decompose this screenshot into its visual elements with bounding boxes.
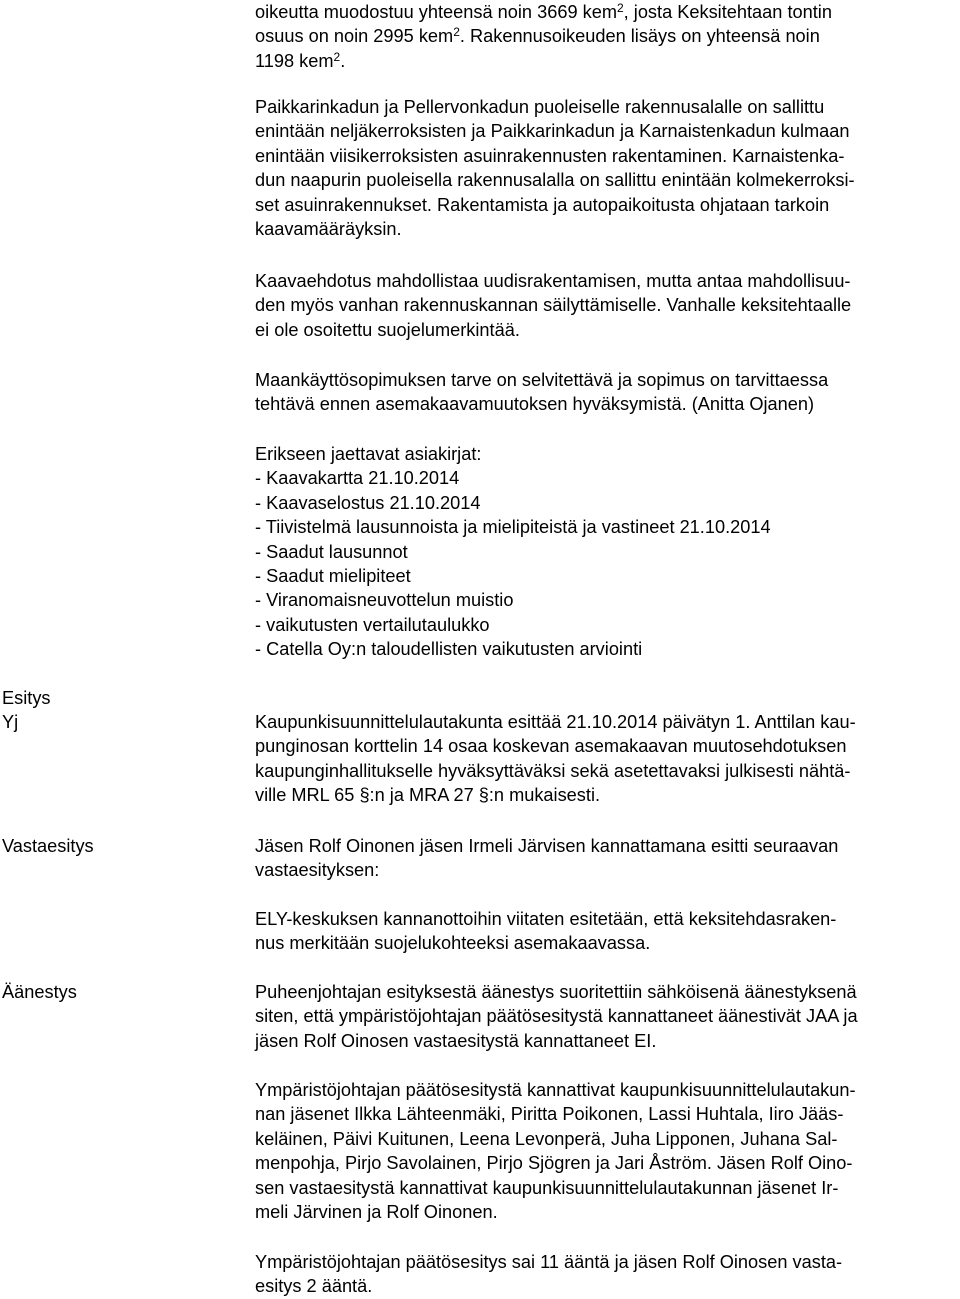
text-line: tehtävä ennen asemakaavamuutoksen hyväksymistä. (Anitta Ojanen) [255,394,815,415]
text-line: punginosan korttelin 14 osaa koskevan asemakaavan muutosehdotuksen [255,736,847,757]
section-label: Vastaesitys [2,836,94,856]
text-line: Kaavaehdotus mahdollistaa uudisrakentamisen, mutta antaa mahdollisuu- [255,271,851,291]
text-line: Kaupunkisuunnittelulautakunta esittää 21.10.2014 päivätyn 1. Anttilan kau- [255,712,856,732]
paragraph-plan-proposal [255,269,955,342]
text-line: meli Järvinen ja Rolf Oinonen. [255,1202,498,1223]
list-item: - Saadut lausunnot [255,541,408,562]
text-line: den myös vanhan rakennuskannan säilyttämiselle. Vanhalle keksitehtaalle [255,295,852,316]
text-line: enintään neljäkerroksisten ja Paikkarinkadun ja Karnaistenkadun kulmaan [255,121,850,142]
list-item: - vaikutusten vertailutaulukko [255,614,490,635]
aanestys-votes-detail [255,1078,955,1224]
vastaesitys-proposal [255,907,955,956]
list-item: - Kaavakartta 21.10.2014 [255,468,460,489]
text-line: Jäsen Rolf Oinonen jäsen Irmeli Järvisen kannattamana esitti seuraavan [255,836,839,856]
paragraph-land-use-agreement [255,368,955,417]
paragraph-building-rights [255,95,955,241]
section-label-esitys [2,686,51,735]
text-line: Ympäristöjohtajan päätösesitystä kannattivat kaupunkisuunnittelulautakun- [255,1080,856,1100]
text-line: osuus on noin 2995 kem$^2$. Rakennusoikeuden lisäys on yhteensä noin [255,25,820,47]
text-line: keläinen, Päivi Kuitunen, Leena Levonperä, Juha Lipponen, Juhana Sal- [255,1128,838,1149]
attachments-list [255,442,955,662]
text-line: Ympäristöjohtajan päätösesitys sai 11 ääntä ja jäsen Rolf Oinosen vasta- [255,1252,843,1272]
text-line: menpohja, Pirjo Savolainen, Pirjo Sjögren ja Jari Åström. Jäsen Rolf Oino- [255,1153,853,1174]
text-line: Paikkarinkadun ja Pellervonkadun puoleiselle rakennusalalle on sallittu [255,97,825,117]
text-line: set asuinrakennukset. Rakentamista ja autopaikoitusta ohjataan tarkoin [255,194,830,215]
list-item: - Viranomaisneuvottelun muistio [255,590,514,611]
aanestys-result [255,1250,955,1299]
vastaesitys-intro [255,834,955,883]
text-line: siten, että ympäristöjohtajan päätösesitystä kannattaneet äänestivät JAA ja [255,1006,858,1027]
section-label-vastaesitys [2,834,94,858]
text-line: Puheenjohtajan esityksestä äänestys suoritettiin sähköisenä äänestyksenä [255,982,857,1002]
list-item: - Saadut mielipiteet [255,566,411,587]
section-sublabel: Yj [2,712,19,733]
section-label: Esitys [2,688,51,708]
text-line: 1198 kem$^2$. [255,49,346,71]
text-line: sen vastaesitystä kannattivat kaupunkisuunnittelulautakunnan jäsenet Ir- [255,1177,839,1198]
paragraph-continuation [255,0,955,73]
text-line: ville MRL 65 §:n ja MRA 27 §:n mukaisesti. [255,785,601,806]
text-line: Maankäyttösopimuksen tarve on selvitettävä ja sopimus on tarvittaessa [255,370,829,390]
attachments-heading: Erikseen jaettavat asiakirjat: [255,444,482,464]
list-item: - Catella Oy:n taloudellisten vaikutusten arviointi [255,639,643,660]
text-line: kaavamääräyksin. [255,219,402,240]
text-line: oikeutta muodostuu yhteensä noin 3669 kem$^2$, josta Keksitehtaan tontin [255,1,832,22]
text-line: ELY-keskuksen kannanottoihin viitaten esitetään, että keksitehdasraken- [255,909,837,929]
text-line: ei ole osoitettu suojelumerkintää. [255,319,520,340]
text-line: dun naapurin puoleisella rakennusalalla on sallittu enintään kolmekerroksi- [255,170,855,191]
list-item: - Kaavaselostus 21.10.2014 [255,492,481,513]
esitys-text [255,710,955,808]
section-label: Äänestys [2,982,77,1002]
list-item: - Tiivistelmä lausunnoista ja mielipiteistä ja vastineet 21.10.2014 [255,517,771,538]
aanestys-procedure [255,980,955,1053]
text-line: jäsen Rolf Oinosen vastaesitystä kannattaneet EI. [255,1030,657,1051]
text-line: nan jäsenet Ilkka Lähteenmäki, Piritta Poikonen, Lassi Huhtala, Iiro Jääs- [255,1104,844,1125]
text-line: nus merkitään suojelukohteeksi asemakaavassa. [255,933,651,954]
section-label-aanestys [2,980,77,1004]
text-line: kaupunginhallitukselle hyväksyttäväksi sekä asetettavaksi julkisesti nähtä- [255,760,851,781]
text-line: esitys 2 ääntä. [255,1276,373,1297]
text-line: vastaesityksen: [255,860,380,881]
text-line: enintään viisikerroksisten asuinrakennusten rakentaminen. Karnaistenka- [255,145,845,166]
